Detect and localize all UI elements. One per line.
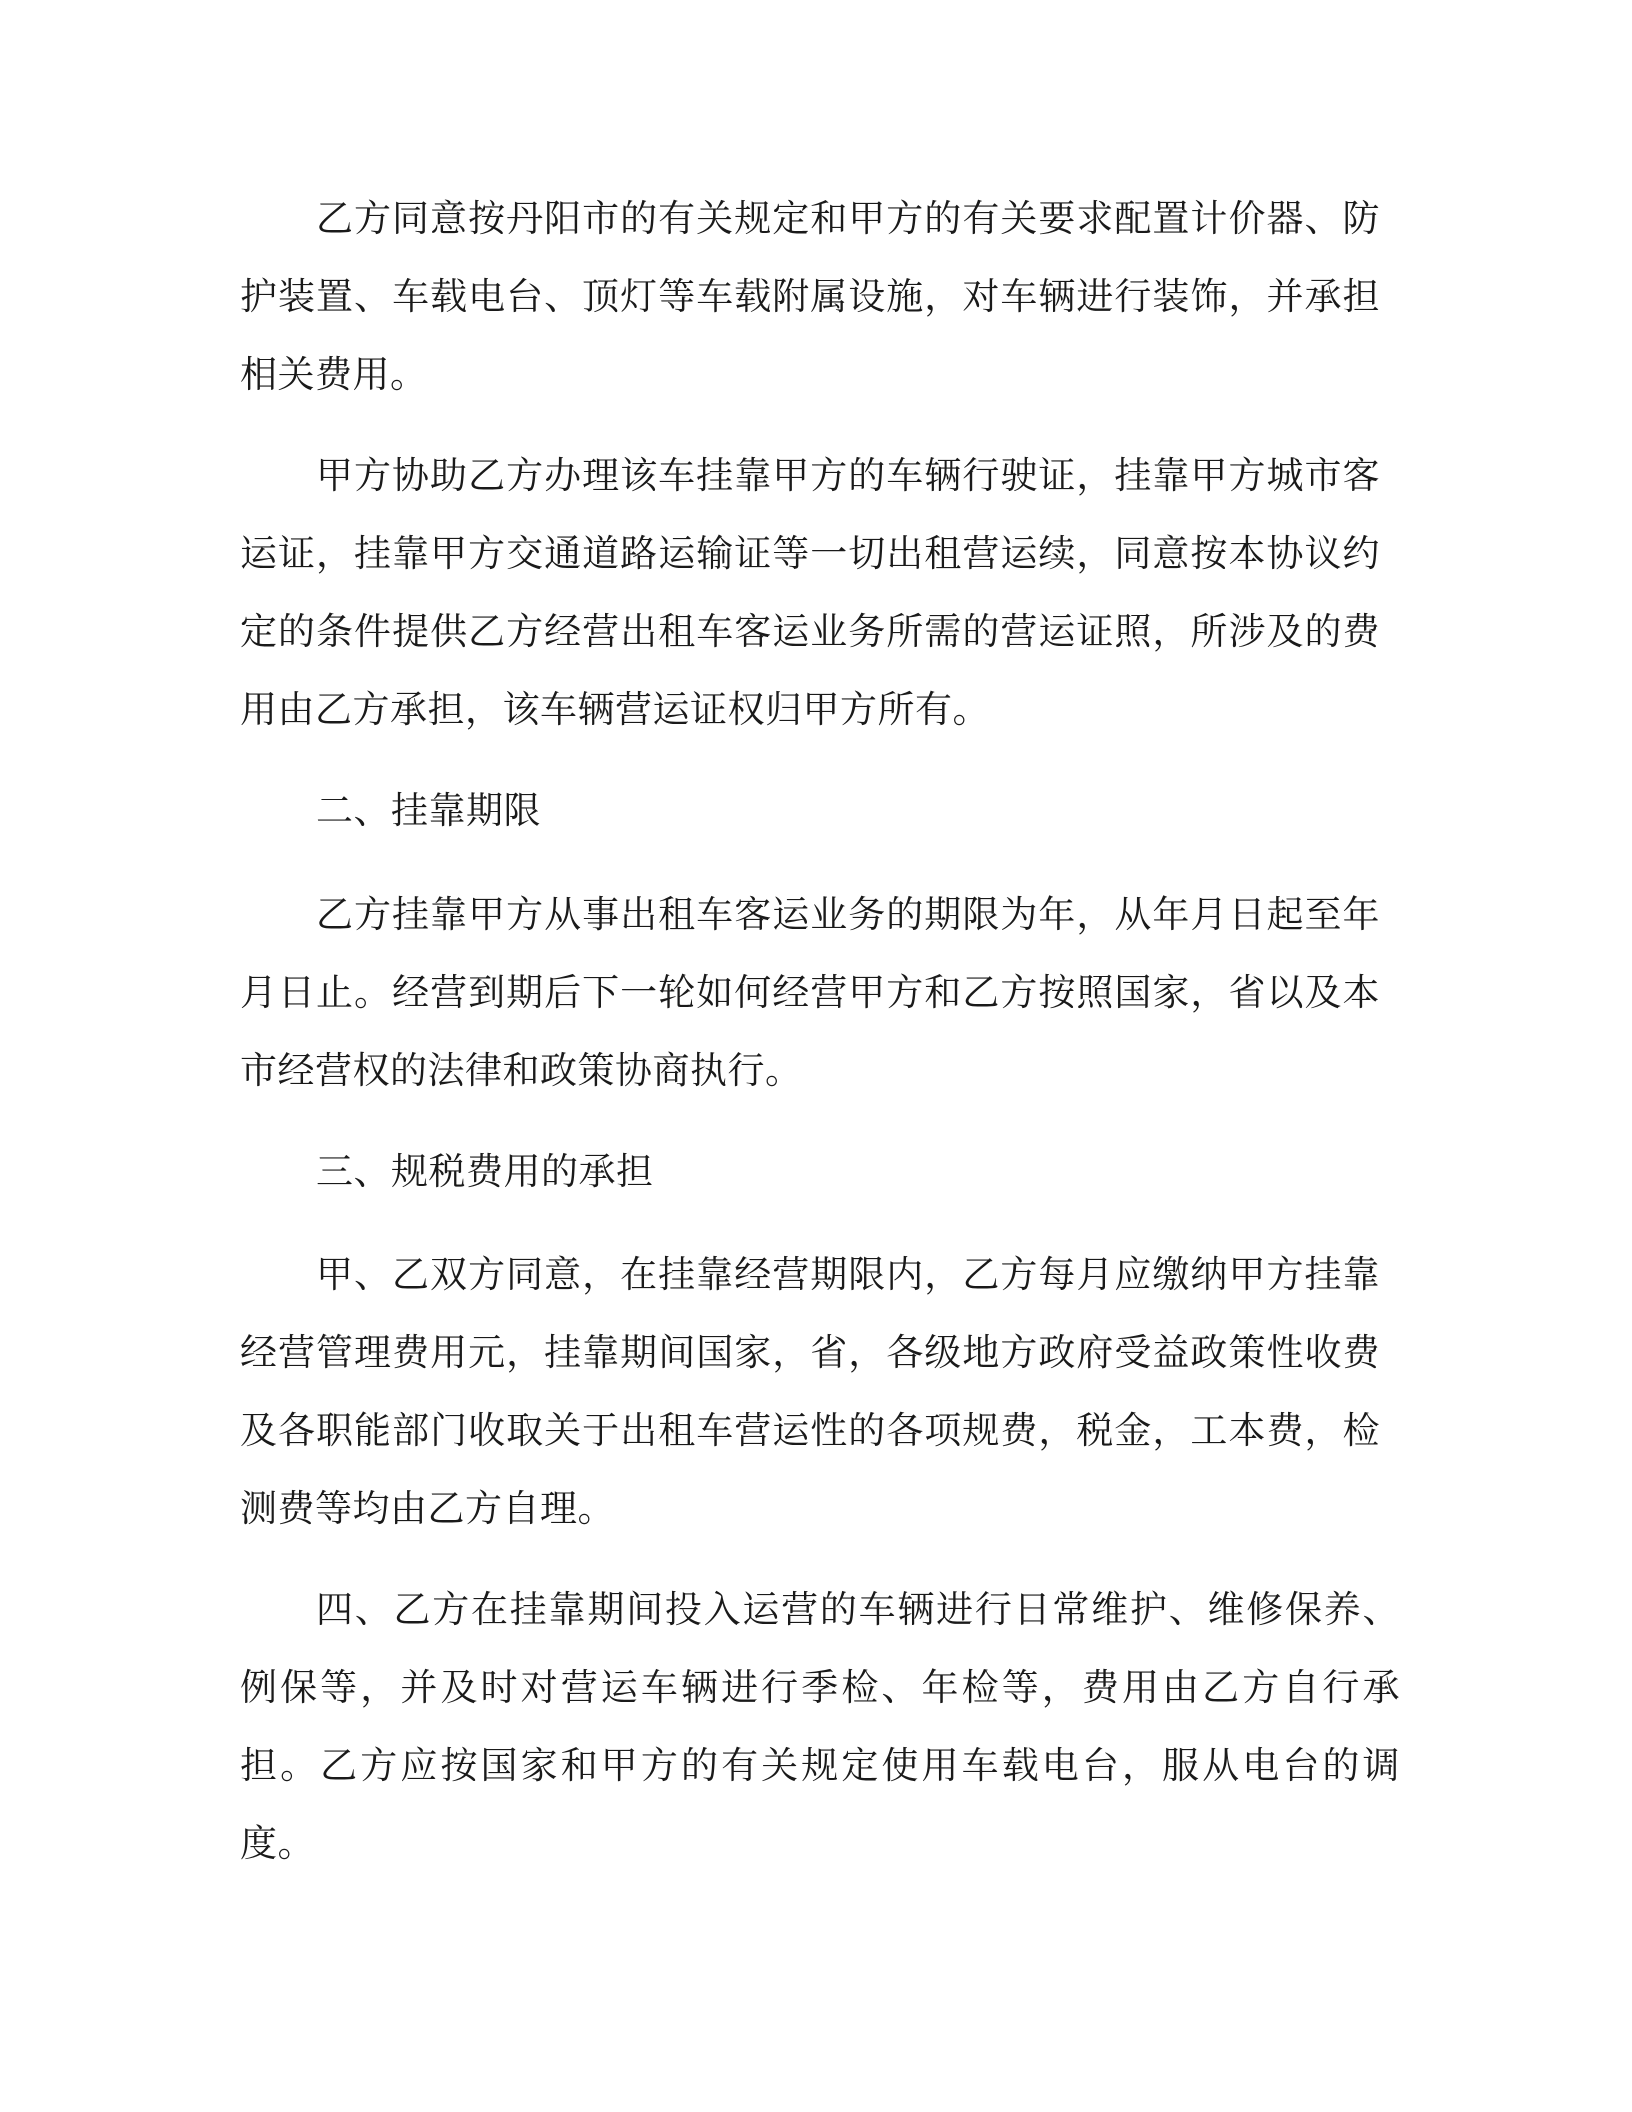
- paragraph-fees-taxes: 甲、乙双方同意，在挂靠经营期限内，乙方每月应缴纳甲方挂靠经营管理费用元，挂靠期间国家，省，各级地方政府受益政策性收费及各职能部门收取关于出租车营运性的各项规费，税金，工本费，检测费等均由乙方自理。: [240, 1253, 1380, 1530]
- section-heading-term: 二、挂靠期限: [316, 789, 541, 832]
- paragraph-equipment-costs: 乙方同意按丹阳市的有关规定和甲方的有关要求配置计价器、防护装置、车载电台、顶灯等车载附属设施，对车辆进行装饰，并承担相关费用。: [240, 197, 1380, 396]
- section-heading-fees: 三、规税费用的承担: [316, 1150, 654, 1193]
- paragraph-term-period: 乙方挂靠甲方从事出租车客运业务的期限为年，从年月日起至年月日止。经营到期后下一轮如何经营甲方和乙方按照国家，省以及本市经营权的法律和政策协商执行。: [240, 893, 1380, 1092]
- paragraph-vehicle-maintenance: 四、乙方在挂靠期间投入运营的车辆进行日常维护、维修保养、例保等，并及时对营运车辆进行季检、年检等，费用由乙方自行承担。乙方应按国家和甲方的有关规定使用车载电台，服从电台的调度。: [240, 1588, 1400, 1865]
- paragraph-license-assistance: 甲方协助乙方办理该车挂靠甲方的车辆行驶证，挂靠甲方城市客运证，挂靠甲方交通道路运输证等一切出租营运续，同意按本协议约定的条件提供乙方经营出租车客运业务所需的营运证照，所涉及的费用由乙方承担，该车辆营运证权归甲方所有。: [240, 454, 1380, 731]
